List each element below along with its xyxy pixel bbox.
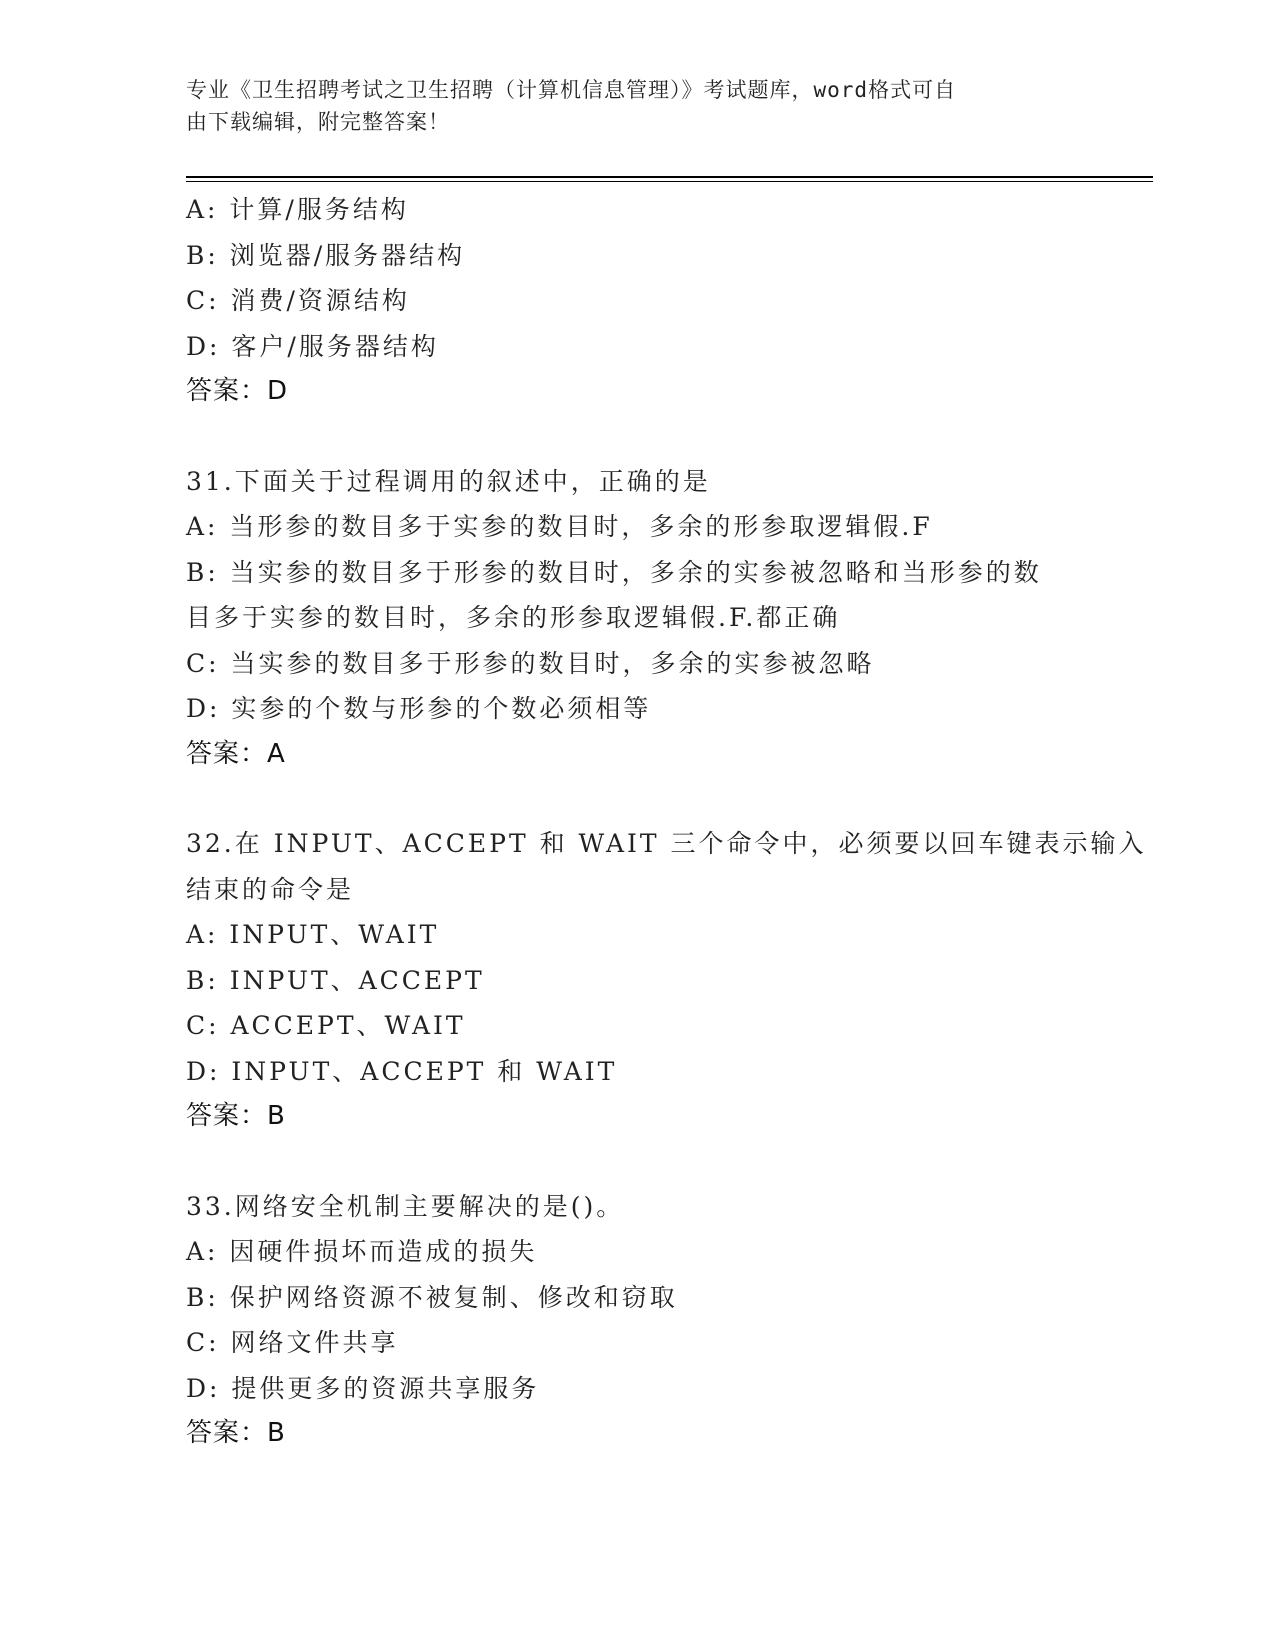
header-line-2: 由下载编辑，附完整答案！: [186, 110, 450, 134]
option-c: C: 消费/资源结构: [186, 286, 410, 315]
spacer: [186, 415, 1086, 459]
option-d: D: INPUT、ACCEPT 和 WAIT: [186, 1056, 618, 1086]
spacer: [186, 1140, 1086, 1184]
question-stem: 32.在 INPUT、ACCEPT 和 WAIT 三个命令中，必须要以回车键表示输入: [186, 829, 1147, 858]
option-b: B: 当实参的数目多于形参的数目时，多余的实参被忽略和当形参的数: [186, 557, 1042, 587]
question-block: [186, 1184, 1086, 1457]
header-line-1: 专业《卫生招聘考试之卫生招聘（计算机信息管理）》考试题库，word格式可自: [186, 78, 957, 102]
question-list: [186, 187, 1147, 1457]
answer-line: 答案：D: [186, 376, 289, 406]
question-stem: 31.下面关于过程调用的叙述中，正确的是: [186, 466, 711, 496]
option-d: D: 提供更多的资源共享服务: [186, 1373, 540, 1403]
option-b: B: INPUT、ACCEPT: [186, 965, 485, 995]
question-stem-continued: 结束的命令是: [186, 874, 355, 904]
option-a: A: INPUT、WAIT: [186, 920, 440, 949]
option-c: C: ACCEPT、WAIT: [186, 1011, 466, 1040]
question-stem: 33.网络安全机制主要解决的是()。: [186, 1191, 625, 1221]
question-block: [186, 187, 1086, 415]
question-block: [186, 821, 1147, 1140]
option-d: D: 实参的个数与形参的个数必须相等: [186, 694, 652, 723]
answer-line: 答案：B: [186, 1101, 286, 1131]
option-d: D: 客户/服务器结构: [186, 331, 439, 361]
header-divider-thin: [186, 181, 1153, 182]
option-b: B: 浏览器/服务器结构: [186, 240, 466, 270]
option-c: C: 当实参的数目多于形参的数目时，多余的实参被忽略: [186, 648, 875, 678]
answer-line: 答案：B: [186, 1418, 286, 1448]
answer-line: 答案：A: [186, 738, 286, 769]
option-a: A: 当形参的数目多于实参的数目时，多余的形参取逻辑假.F: [186, 512, 933, 541]
option-c: C: 网络文件共享: [186, 1328, 399, 1357]
option-b-continued: 目多于实参的数目时，多余的形参取逻辑假.F.都正确: [186, 603, 841, 632]
option-a: A: 计算/服务结构: [186, 195, 409, 224]
option-b: B: 保护网络资源不被复制、修改和窃取: [186, 1282, 678, 1312]
spacer: [186, 777, 1086, 821]
question-block: [186, 459, 1086, 778]
document-header: [186, 74, 1066, 138]
header-divider-thick: [186, 176, 1153, 178]
option-a: A: 因硬件损坏而造成的损失: [186, 1237, 538, 1266]
